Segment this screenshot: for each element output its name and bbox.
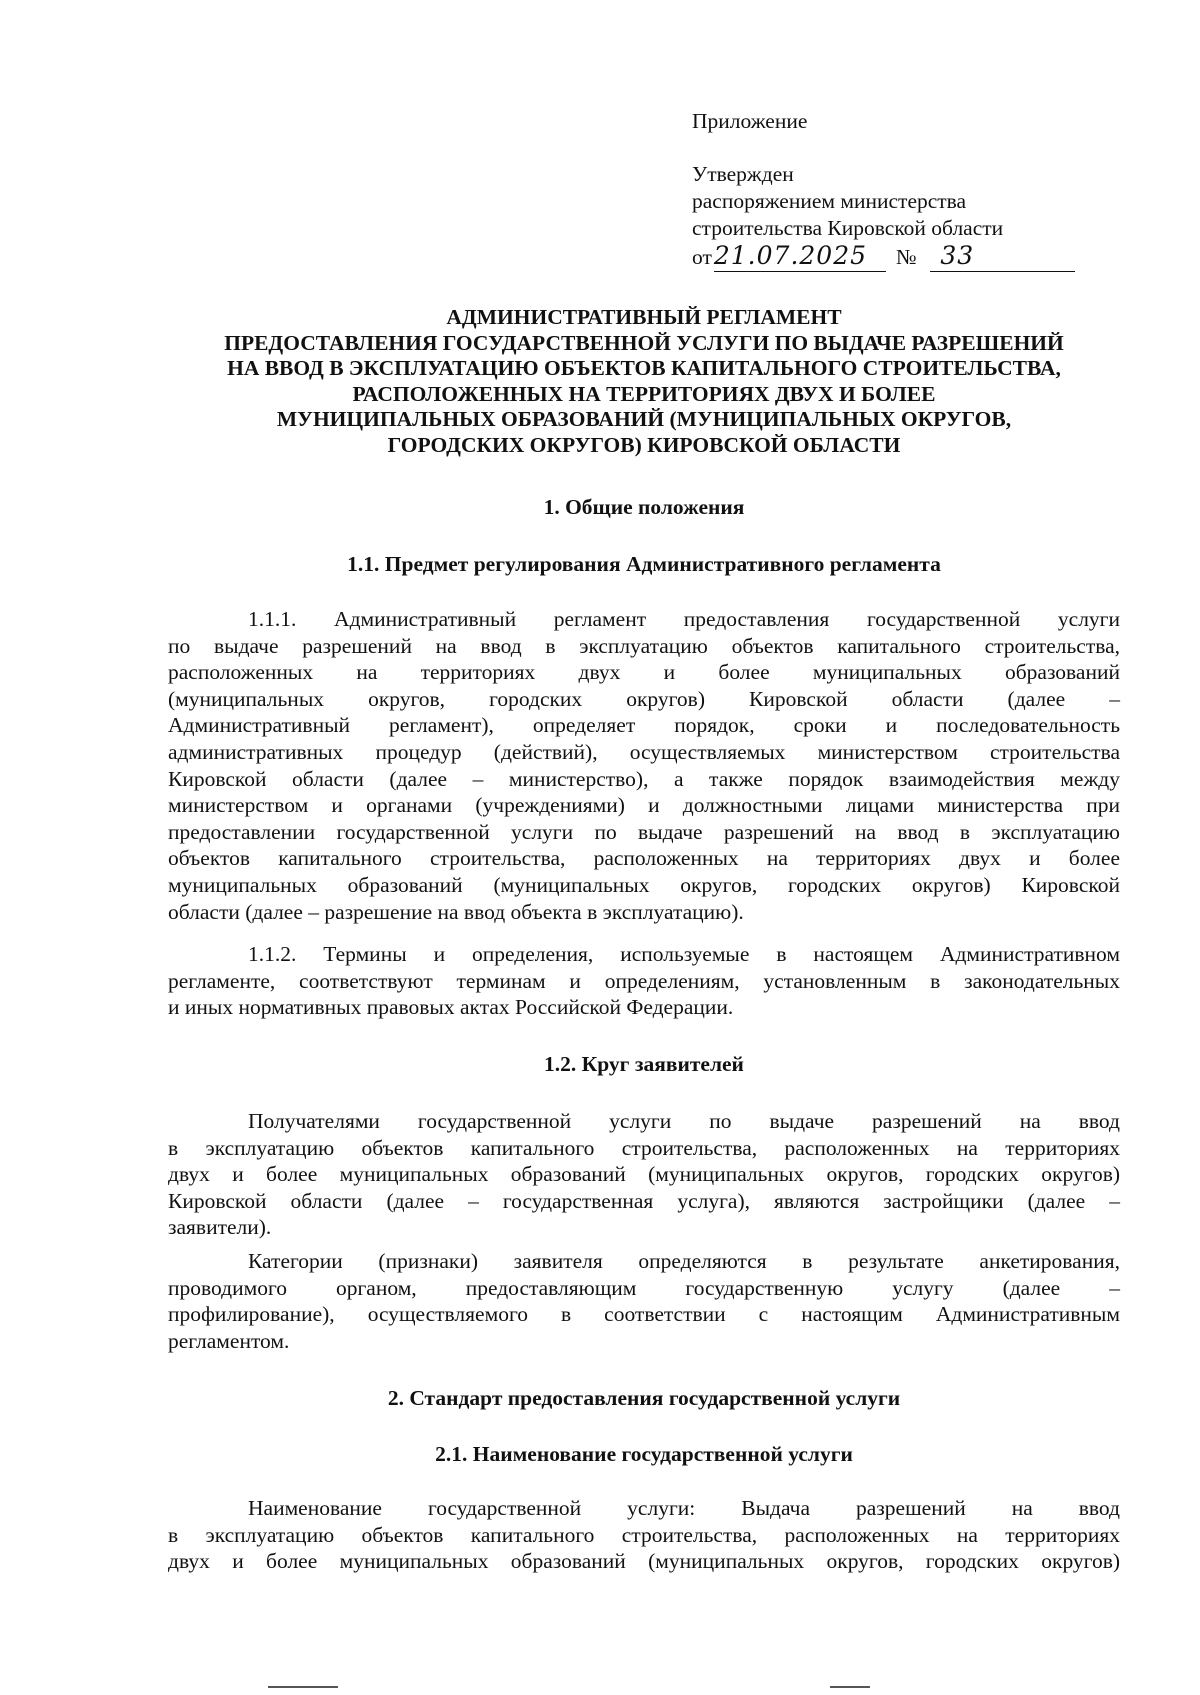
text-line: двух и более муниципальных образований (муниципальных округов, городских округов)	[168, 1549, 1120, 1574]
handwritten-number: 33	[940, 241, 975, 270]
handwritten-date: 21.07.2025	[713, 241, 868, 270]
appendix-label: Приложение	[692, 109, 808, 133]
date-field	[714, 242, 886, 272]
paragraph-applicants	[168, 1108, 1120, 1241]
scan-mark	[830, 1686, 870, 1688]
text-line: муниципальных образований (муниципальных округов, городских округов) Кировской	[168, 872, 1120, 897]
title-line: ПРЕДОСТАВЛЕНИЯ ГОСУДАРСТВЕННОЙ УСЛУГИ ПО ВЫДАЧЕ РАЗРЕШЕНИЙ	[224, 330, 1064, 355]
text-line: Получателями государственной услуги по выдаче разрешений на ввод	[248, 1109, 1120, 1133]
text-line: Административный регламент), определяет порядок, сроки и последовательность	[168, 713, 1120, 738]
paragraph-categories	[168, 1248, 1120, 1354]
text-line: Категории (признаки) заявителя определяются в результате анкетирования,	[248, 1249, 1120, 1273]
text-line: Наименование государственной услуги: Выдача разрешений на ввод	[248, 1496, 1120, 1520]
paragraph-1-1-1	[168, 606, 1120, 925]
text-line: области (далее – разрешение на ввод объекта в эксплуатацию).	[168, 899, 744, 924]
text-line: и иных нормативных правовых актах Российской Федерации.	[168, 995, 734, 1020]
section-heading-2: 2. Стандарт предоставления государственной услуги	[387, 1386, 901, 1410]
text-line: в эксплуатацию объектов капитального строительства, расположенных на территориях	[168, 1135, 1120, 1160]
text-line: Кировской области (далее – министерство), а также порядок взаимодействия между	[168, 766, 1120, 791]
text-line: регламенте, соответствуют терминам и определениям, установленным в законодательных	[168, 968, 1120, 993]
text-line: расположенных на территориях двух и более муниципальных образований	[168, 660, 1120, 685]
number-label: №	[895, 245, 917, 269]
text-line: 1.1.1. Административный регламент предоставления государственной услуги	[248, 607, 1120, 631]
text-line: по выдаче разрешений на ввод в эксплуатацию объектов капитального строительства,	[168, 633, 1120, 658]
title-line: АДМИНИСТРАТИВНЫЙ РЕГЛАМЕНТ	[446, 305, 842, 329]
text-line: в эксплуатацию объектов капитального строительства, расположенных на территориях	[168, 1522, 1120, 1547]
section-heading-1-1: 1.1. Предмет регулирования Административного регламента	[347, 552, 941, 576]
text-line: административных процедур (действий), осуществляемых министерством строительства	[168, 739, 1120, 764]
text-line: 1.1.2. Термины и определения, используемые в настоящем Административном	[248, 942, 1120, 966]
from-label: от	[692, 245, 712, 269]
text-line: двух и более муниципальных образований (муниципальных округов, городских округов)	[168, 1162, 1120, 1187]
text-line: министерством и органами (учреждениями) и должностными лицами министерства при	[168, 793, 1120, 818]
section-heading-1-2: 1.2. Круг заявителей	[544, 1052, 744, 1076]
text-line: профилирование), осуществляемого в соответствии с настоящим Административным	[168, 1302, 1120, 1327]
section-heading-1: 1. Общие положения	[543, 495, 745, 519]
title-line: РАСПОЛОЖЕННЫХ НА ТЕРРИТОРИЯХ ДВУХ И БОЛЕЕ	[352, 381, 936, 406]
number-field	[930, 242, 1075, 272]
order-line-1: распоряжением министерства	[692, 189, 967, 213]
title-line: НА ВВОД В ЭКСПЛУАТАЦИЮ ОБЪЕКТОВ КАПИТАЛЬНОГО СТРОИТЕЛЬСТВА,	[227, 356, 1061, 380]
scan-edge-marks	[0, 1680, 1200, 1695]
text-line: Кировской области (далее – государственная услуга), являются застройщики (далее –	[168, 1188, 1120, 1213]
approval-header	[692, 108, 1075, 272]
text-line: заявители).	[168, 1215, 272, 1240]
paragraph-1-1-2	[168, 941, 1120, 1021]
scan-mark	[268, 1686, 338, 1688]
title-line: ГОРОДСКИХ ОКРУГОВ) КИРОВСКОЙ ОБЛАСТИ	[387, 432, 901, 457]
date-number-line	[692, 242, 1075, 272]
paragraph-service-name	[168, 1495, 1120, 1575]
text-line: объектов капитального строительства, расположенных на территориях двух и более	[168, 846, 1120, 871]
order-line-2: строительства Кировской области	[692, 216, 1004, 240]
text-line: предоставлении государственной услуги по выдаче разрешений на ввод в эксплуатацию	[168, 819, 1120, 844]
text-line: регламентом.	[168, 1328, 290, 1353]
document-title	[168, 305, 1120, 458]
text-line: проводимого органом, предоставляющим государственную услугу (далее –	[168, 1275, 1120, 1300]
title-line: МУНИЦИПАЛЬНЫХ ОБРАЗОВАНИЙ (МУНИЦИПАЛЬНЫХ ОКРУГОВ,	[276, 407, 1012, 431]
section-heading-2-1: 2.1. Наименование государственной услуги	[435, 1442, 853, 1466]
text-line: (муниципальных округов, городских округов) Кировской области (далее –	[168, 686, 1120, 711]
approved-label: Утвержден	[692, 162, 794, 186]
